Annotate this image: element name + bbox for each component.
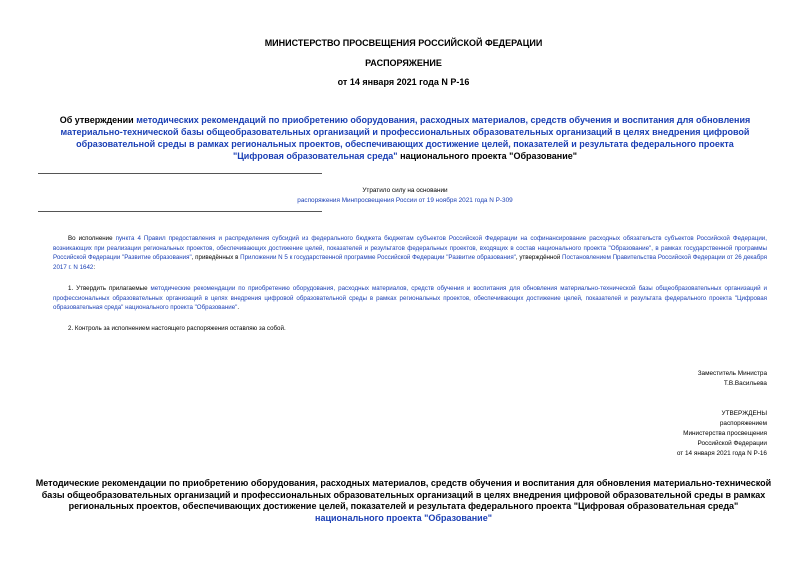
ministry-heading: МИНИСТЕРСТВО ПРОСВЕЩЕНИЯ РОССИЙСКОЙ ФЕДЕРАЦИИ [264,38,543,48]
signature-position: Заместитель Министра [697,370,767,377]
doc-date-heading: от 14 января 2021 года N Р-16 [337,77,470,87]
recommendations-title [30,478,777,524]
document-title [55,114,755,162]
signature-name: Т.В.Васильева [723,380,767,387]
divider-top [38,173,322,174]
approval-line: Российской Федерации [697,440,767,447]
doc-type-heading: РАСПОРЯЖЕНИЕ [365,58,442,68]
preamble-paragraph [53,234,767,272]
item-2-paragraph: 2. Контроль за исполнением настоящего распоряжения оставляю за собой. [68,325,286,332]
preamble-text: , утверждённой [515,254,563,262]
title-suffix: национального проекта "Образование" [397,151,578,161]
title-prefix: Об утверждении [59,115,137,125]
appendix-link[interactable]: Приложении N 5 к государственной программе Российской Федерации "Развитие образования" [240,254,516,262]
recommendations-link[interactable]: методические рекомендации по приобретению оборудования, расходных материалов, средств обучения и воспитания для обновления материально-технической базы общеобразовательных организаций и профессиональных образовательных организаций в целях внедрения цифровой образовательной среды в рамках региональных проектов, обеспечивающих достижение целей, показателей и результата федерального проекта "Цифровая образовательная среда" национального проекта "Образование" [53,285,768,312]
recommendations-title-text: Методические рекомендации по приобретению оборудования, расходных материалов, средств обучения и воспитания для обновления материально-технической базы общеобразовательных организаций и профессиональных образовательных организаций в целях внедрения цифровой образовательной среды в рамках региональных проектов, обеспечивающих достижение целей, показателей и результата федерального проекта "Цифровая образовательная среда" [35,478,772,511]
item-1-text: . [237,304,240,312]
national-project-link[interactable]: национального проекта "Образование" [315,512,492,523]
lost-force-link[interactable]: распоряжения Минпросвещения России от 19 ноября 2021 года N Р-309 [297,197,513,204]
item-1-paragraph [53,284,767,313]
approval-line: Министерства просвещения [683,430,767,437]
resolution-link[interactable]: Постановлением Правительства Российской Федерации от 26 декабря 2017 г. N 1642 [53,254,767,271]
item-1-text: 1. Утвердить прилагаемые [68,285,151,292]
lost-force-text: Утратило силу на основании [362,187,448,194]
preamble-text: Во исполнение [68,235,116,242]
title-link[interactable]: методических рекомендаций по приобретению оборудования, расходных материалов, средств обучения и воспитания для обновления материально-технической базы общеобразовательных организаций и профессиональных образовательных организаций в целях внедрения цифровой образовательной среды в рамках региональных проектов, обеспечивающих достижение целей, показателей и результата федерального проекта "Цифровая образовательная среда" [60,115,751,161]
approval-line: от 14 января 2021 года N Р-16 [676,450,767,457]
divider-bottom [38,211,322,212]
rules-link[interactable]: пункта 4 Правил предоставления и распределения субсидий из федерального бюджета бюджетам субъектов Российской Федерации на софинансирование расходных обязательств субъектов Российской Федерации, возникающих при реализации региональных проектов, обеспечивающих достижение целей, показателей и результатов федеральных проектов, входящих в состав национального проекта "Образование", в рамках государственной программы Российской Федерации "Развитие образования" [53,235,767,262]
lost-force-notice [260,186,550,206]
approval-line: распоряжением [719,420,767,427]
approval-stamp [547,409,767,459]
preamble-text: , приведённых в [191,254,241,262]
approval-line: УТВЕРЖДЕНЫ [721,410,767,417]
preamble-text: : [93,263,96,271]
signature-block [547,369,767,389]
